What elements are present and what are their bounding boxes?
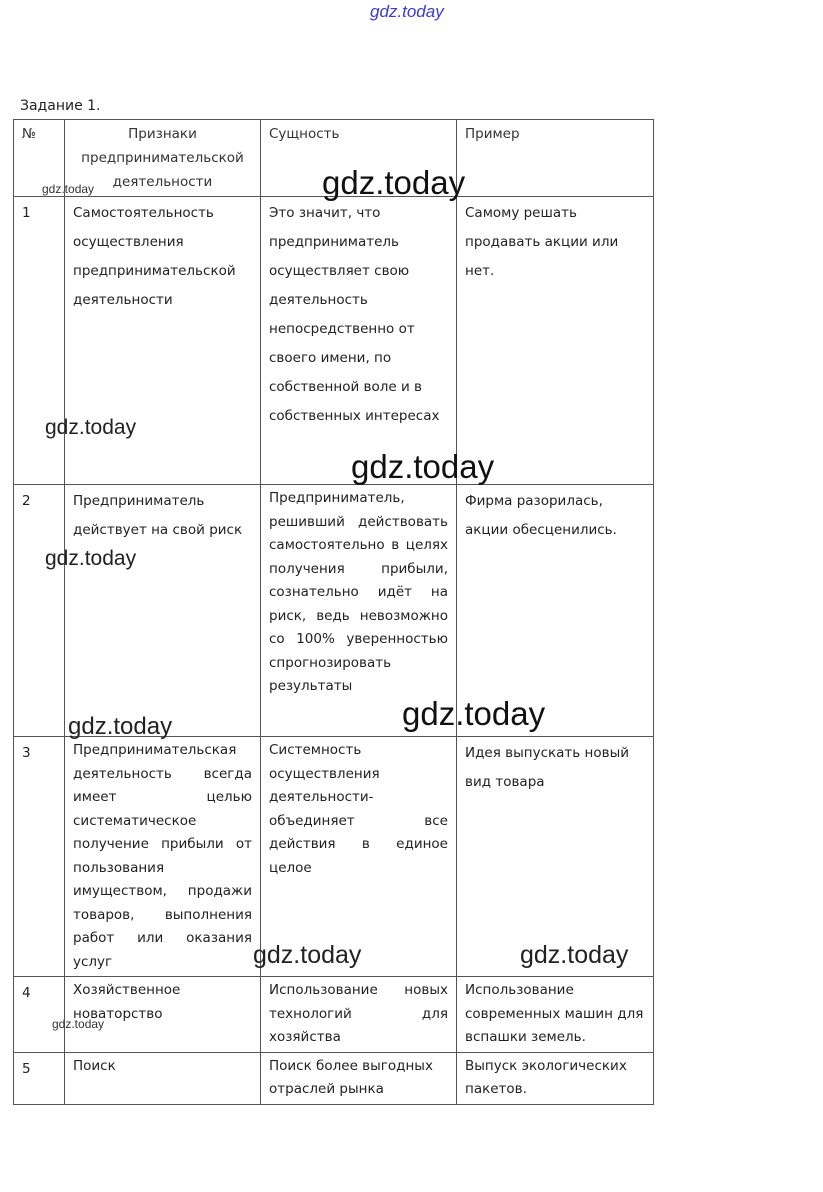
row-example: Идея выпускать новый вид товара [457,737,654,977]
watermark: gdz.today [253,941,362,969]
row-example: Самому решать продавать акции или нет. [457,197,654,485]
row-sign: Предприниматель действует на свой риск [65,485,261,737]
header-essence: Сущность [261,120,457,197]
table-header-row [14,120,654,197]
site-logo[interactable]: gdz.today [370,2,444,21]
watermark: gdz.today [520,941,629,969]
row-example: Фирма разорилась, акции обесценились. [457,485,654,737]
row-essence: Использование новых технологий для хозяйства [261,977,457,1053]
watermark: gdz.today [351,448,495,485]
table-row [14,737,654,977]
table-row [14,197,654,485]
row-example: Выпуск экологических пакетов. [457,1052,654,1104]
header-example: Пример [457,120,654,197]
row-sign: Предпринимательская деятельность всегда имеет целью систематическое получение прибыли от пользования имуществом, продажи товаров, выполнения работ или оказания услуг [65,737,261,977]
row-num: 3 [14,737,65,977]
row-num: 2 [14,485,65,737]
row-num: 5 [14,1052,65,1104]
watermark: gdz.today [68,713,173,740]
table-row [14,977,654,1053]
watermark: gdz.today [45,547,137,570]
row-essence: Предприниматель, решивший действовать самостоятельно в целях получения прибыли, сознательно идёт на риск, ведь невозможно со 100% уверенностью спрогнозировать результаты [261,485,457,737]
row-essence: Системность осуществления деятельности-объединяет все действия в единое целое [261,737,457,977]
header-sign: Признаки предпринимательской деятельности [65,120,261,197]
header-num: № [14,120,65,197]
row-example: Использование современных машин для вспашки земель. [457,977,654,1053]
row-num: 1 [14,197,65,485]
watermark: gdz.today [52,1017,105,1031]
table-row [14,485,654,737]
row-num: 4 [14,977,65,1053]
row-essence: Поиск более выгодных отраслей рынка [261,1052,457,1104]
row-sign: Поиск [65,1052,261,1104]
answer-table [13,119,654,1105]
watermark: gdz.today [322,164,466,201]
row-essence: Это значит, что предприниматель осуществляет свою деятельность непосредственно от своего имени, по собственной воле и в собственных интересах [261,197,457,485]
watermark: gdz.today [45,416,137,439]
row-sign: Самостоятельность осуществления предпринимательской деятельности [65,197,261,485]
row-sign: Хозяйственное новаторство [65,977,261,1053]
task-title: Задание 1. [20,98,101,114]
watermark: gdz.today [402,695,546,732]
table-row [14,1052,654,1104]
watermark: gdz.today [42,182,95,196]
